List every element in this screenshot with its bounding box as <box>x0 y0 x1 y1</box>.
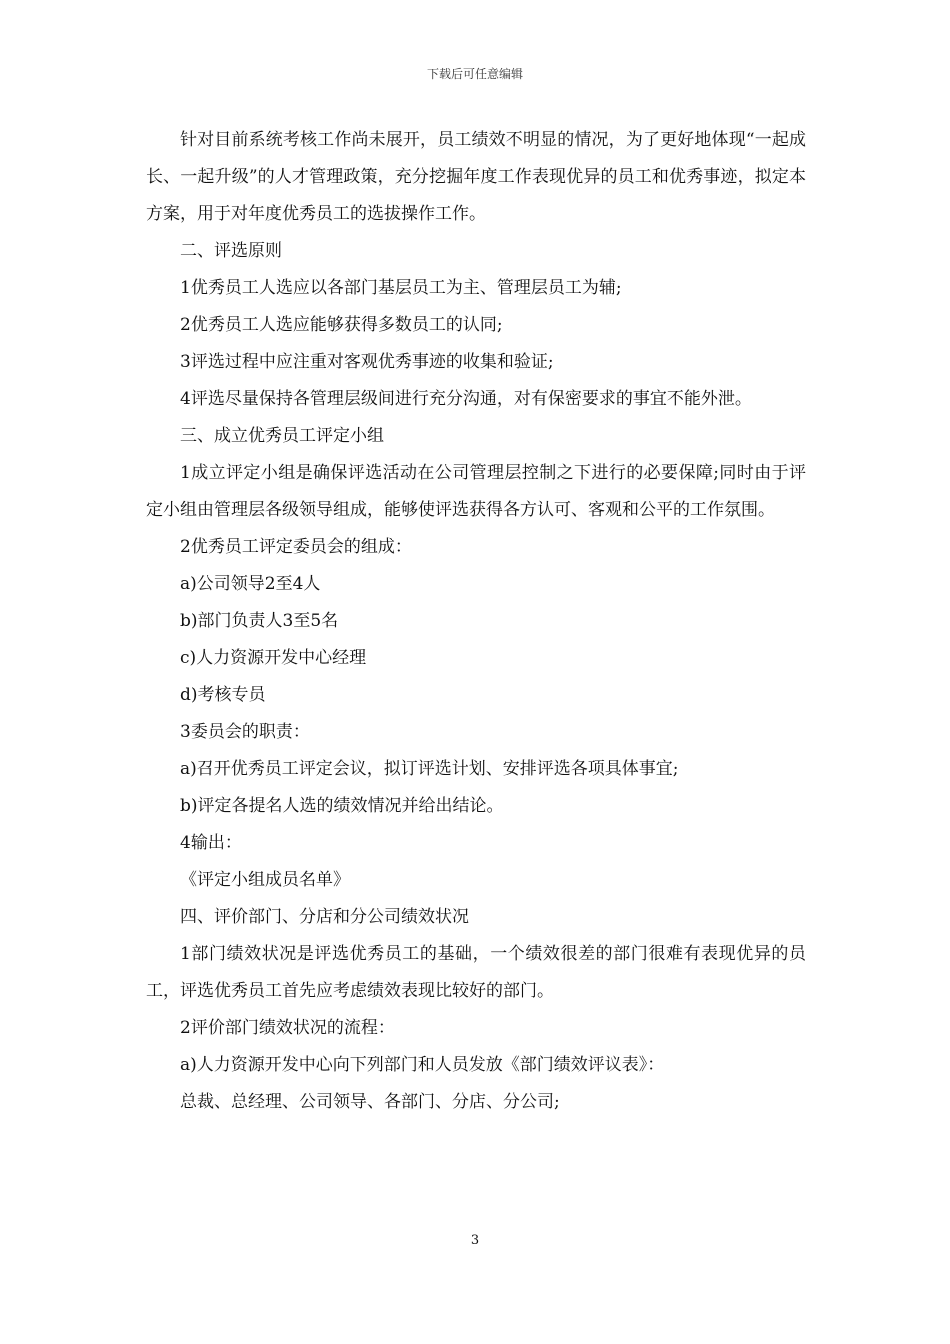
page-number: 3 <box>470 1233 480 1248</box>
paragraph: 1部门绩效状况是评选优秀员工的基础，一个绩效很差的部门很难有表现优异的员工，评选优秀员工首先应考虑绩效表现比较好的部门。 <box>146 944 806 1001</box>
page-header: 下载后可任意编辑 <box>426 67 523 81</box>
list-item: a)召开优秀员工评定会议，拟订评选计划、安排评选各项具体事宜; <box>180 759 679 779</box>
list-item: d)考核专员 <box>180 685 266 705</box>
list-item: a)公司领导2至4人 <box>180 574 321 594</box>
paragraph: 1优秀员工人选应以各部门基层员工为主、管理层员工为辅; <box>180 278 622 298</box>
section-heading-dept-performance: 四、评价部门、分店和分公司绩效状况 <box>180 907 469 927</box>
section-heading-principles: 二、评选原则 <box>180 241 282 261</box>
paragraph: 2评价部门绩效状况的流程： <box>180 1018 395 1038</box>
paragraph: 《评定小组成员名单》 <box>180 870 350 890</box>
paragraph-intro: 针对目前系统考核工作尚未展开，员工绩效不明显的情况，为了更好地体现“一起成长、一起升级”的人才管理政策，充分挖掘年度工作表现优异的员工和优秀事迹，拟定本方案，用于对年度优秀员工的选拔操作工作。 <box>146 130 806 224</box>
paragraph: 4评选尽量保持各管理层级间进行充分沟通，对有保密要求的事宜不能外泄。 <box>180 389 752 409</box>
document-body <box>146 122 806 1121</box>
paragraph: 2优秀员工评定委员会的组成： <box>180 537 412 557</box>
section-heading-committee: 三、成立优秀员工评定小组 <box>180 426 384 446</box>
paragraph: 2优秀员工人选应能够获得多数员工的认同; <box>180 315 503 335</box>
paragraph: 1成立评定小组是确保评选活动在公司管理层控制之下进行的必要保障;同时由于评定小组由管理层各级领导组成，能够使评选获得各方认可、客观和公平的工作氛围。 <box>146 463 806 520</box>
list-item: b)部门负责人3至5名 <box>180 611 339 631</box>
list-item: b)评定各提名人选的绩效情况并给出结论。 <box>180 796 504 816</box>
paragraph: 3评选过程中应注重对客观优秀事迹的收集和验证; <box>180 352 554 372</box>
paragraph: 4输出： <box>180 833 242 853</box>
paragraph: 总裁、总经理、公司领导、各部门、分店、分公司; <box>180 1092 560 1112</box>
list-item: c)人力资源开发中心经理 <box>180 648 367 668</box>
paragraph: 3委员会的职责： <box>180 722 310 742</box>
list-item: a)人力资源开发中心向下列部门和人员发放《部门绩效评议表》： <box>180 1055 665 1075</box>
